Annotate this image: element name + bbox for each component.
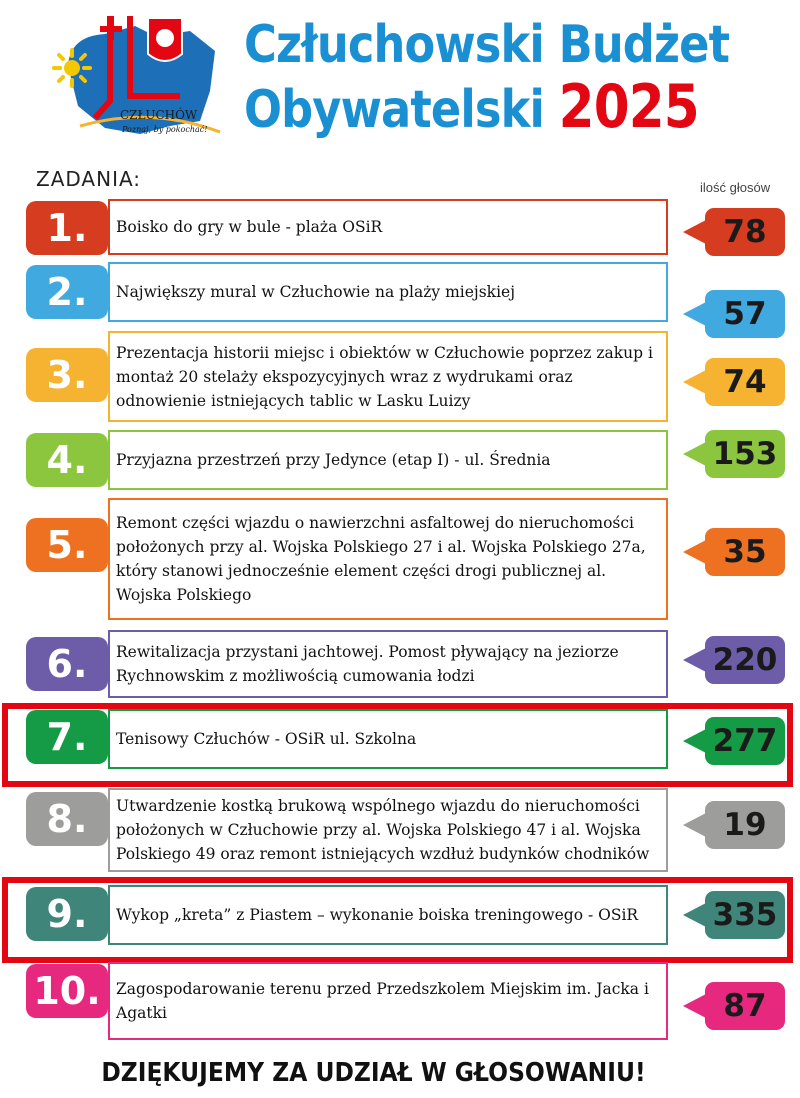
task-number-badge: 6. (26, 637, 108, 691)
sun-icon (54, 50, 90, 86)
title-line2 (244, 72, 717, 142)
task-description: Prezentacja historii miejsc i obiektów w Człuchowie poprzez zakup i montaż 20 stelaży ekspozycyjnych wraz z wydrukami oraz odnowienie istniejących tablic w Lasku Luizy (108, 331, 668, 422)
vote-count-badge: 87 (705, 982, 785, 1030)
vote-count-badge: 78 (705, 208, 785, 256)
task-description: Boisko do gry w bule - plaża OSiR (108, 199, 668, 255)
vote-count-badge: 335 (705, 891, 785, 939)
task-number-badge: 2. (26, 265, 108, 319)
coat-of-arms-icon (148, 18, 182, 61)
tasks-heading: ZADANIA: (36, 167, 142, 191)
task-description: Utwardzenie kostką brukową wspólnego wjazdu do nieruchomości położonych w Człuchowie przy al. Wojska Polskiego 47 i al. Wojska Polskiego 49 oraz remont istniejących wzdłuż budynków chodników (108, 788, 668, 872)
vote-count-badge: 57 (705, 290, 785, 338)
task-description: Przyjazna przestrzeń przy Jedynce (etap I) - ul. Średnia (108, 430, 668, 490)
task-number-badge: 4. (26, 433, 108, 487)
page-title (244, 14, 730, 142)
votes-heading: ilość głosów (700, 180, 771, 195)
task-description: Wykop „kreta” z Piastem – wykonanie boiska treningowego - OSiR (108, 885, 668, 945)
task-number-badge: 7. (26, 710, 108, 764)
task-description: Tenisowy Człuchów - OSiR ul. Szkolna (108, 709, 668, 769)
task-number-badge: 8. (26, 792, 108, 846)
city-map-icon (50, 6, 240, 156)
logo-slogan-text: Poznaj, by pokochać! (122, 125, 208, 134)
task-description: Największy mural w Człuchowie na plaży miejskiej (108, 262, 668, 322)
logo-city-text: CZŁUCHÓW (120, 108, 198, 122)
title-word: Obywatelski (244, 80, 544, 140)
task-description: Zagospodarowanie terenu przed Przedszkolem Miejskim im. Jacka i Agatki (108, 962, 668, 1040)
title-year: 2025 (558, 72, 699, 142)
vote-count-badge: 277 (705, 717, 785, 765)
city-logo (50, 6, 240, 156)
task-description: Rewitalizacja przystani jachtowej. Pomost pływający na jeziorze Rychnowskim z możliwością cumowania łodzi (108, 630, 668, 698)
title-line1: Człuchowski Budżet (244, 15, 730, 75)
task-number-badge: 9. (26, 887, 108, 941)
vote-count-badge: 220 (705, 636, 785, 684)
vote-count-badge: 35 (705, 528, 785, 576)
task-description: Remont części wjazdu o nawierzchni asfaltowej do nieruchomości położonych przy al. Wojska Polskiego 27 i al. Wojska Polskiego 27a, który stanowi jednocześnie element części drogi publicznej al. Wojska Polskiego (108, 498, 668, 620)
footer-thanks: DZIĘKUJEMY ZA UDZIAŁ W GŁOSOWANIU! (101, 1058, 646, 1088)
vote-count-badge: 153 (705, 430, 785, 478)
task-number-badge: 1. (26, 201, 108, 255)
vote-count-badge: 74 (705, 358, 785, 406)
task-number-badge: 3. (26, 348, 108, 402)
vote-count-badge: 19 (705, 801, 785, 849)
task-number-badge: 5. (26, 518, 108, 572)
task-number-badge: 10. (26, 964, 108, 1018)
